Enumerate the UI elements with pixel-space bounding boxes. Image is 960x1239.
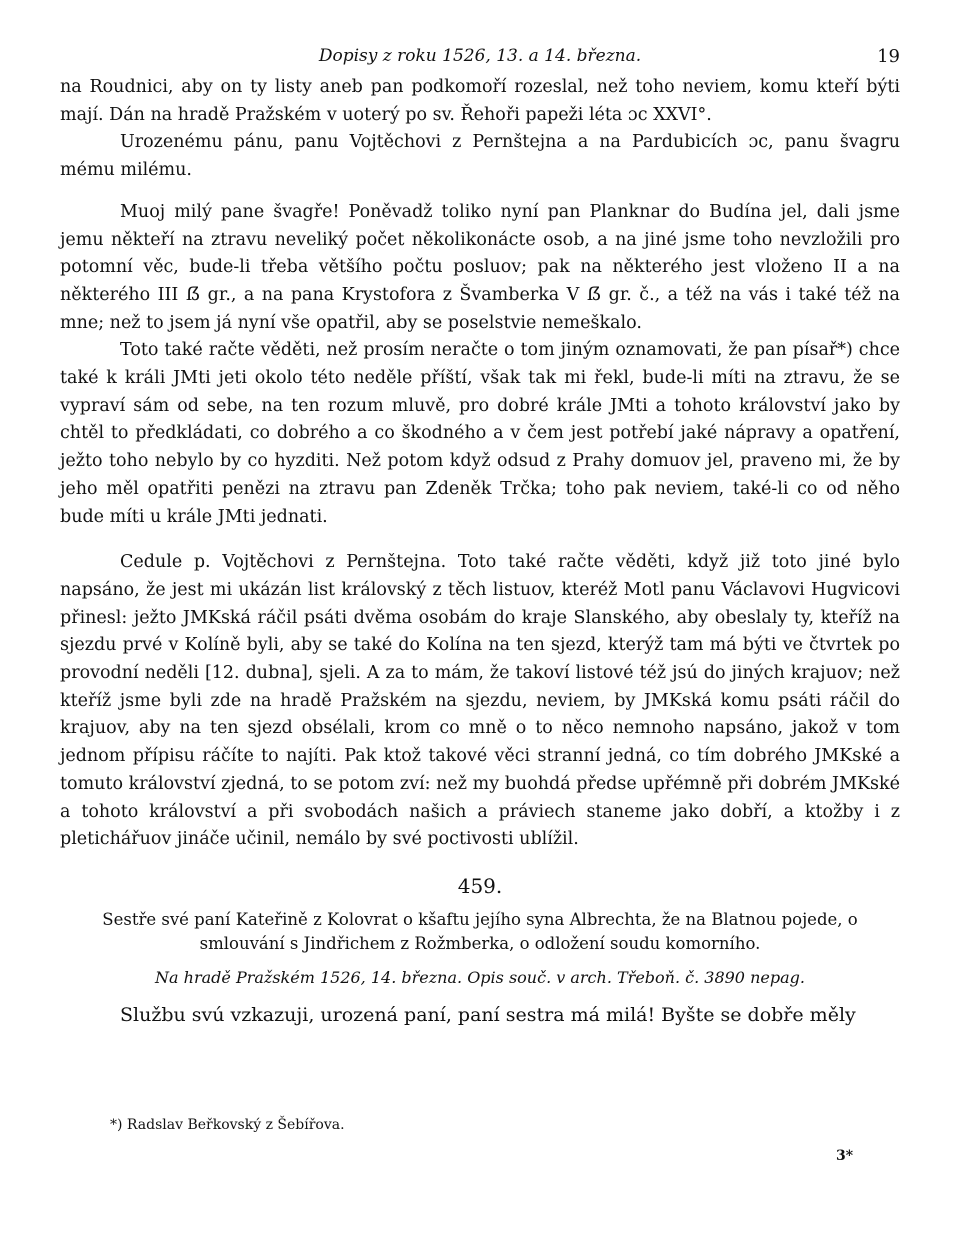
page <box>60 40 900 1048</box>
document-source: Na hradě Pražském 1526, 14. března. Opis souč. v arch. Třeboň. č. 3890 nepag. <box>155 967 805 987</box>
running-title: Dopisy z roku 1526, 13. a 14. března. <box>318 46 642 66</box>
document-regest: Sestře své paní Kateřině z Kolovrat o kšaftu jejího syna Albrechta, že na Blatnou pojede, o smlouvání s Jindřichem z Rožmberka, o odložení soudu komorního. <box>102 909 858 953</box>
letter-text <box>60 74 900 854</box>
paragraph-address: Urozenému pánu, panu Vojtěchovi z Pernštejna a na Pardubicích ɔc, panu švagru mému milému. <box>60 132 900 181</box>
footnote: *) Radslav Beřkovský z Šebířova. <box>110 1117 345 1133</box>
letter-opening: Službu svú vzkazuji, urozená paní, paní sestra má milá! Byšte se dobře měly <box>120 1003 856 1026</box>
running-head <box>60 40 900 74</box>
paragraph-body: Toto také račte věděti, než prosím neračte o tom jiným oznamovati, že pan písař*) chce také k králi JMti jeti okolo této neděle příští, však tak mi řekl, bude-li míti na ztravu, že se vypraví sám od sebe, na ten rozum mluvě, pro dobré krále JMti a tohoto království jako by chtěl to předkládati, co dobrého a co škodného a v čem jest potřebí jaké nápravy a opatření, ježto toho nebylo by co hyzditi. Než potom když odsud z Prahy domuov jel, praveno mi, že by jeho měl opatřiti penězi na ztravu pan Zdeněk Trčka; toho pak neviem, také-li co od něho bude míti u krále JMti jednati. <box>60 340 900 527</box>
paragraph-cedule: Cedule p. Vojtěchovi z Pernštejna. Toto také račte věděti, když již toto jiné bylo napsáno, že jest mi ukázán list královský z těch listuov, kteréž Motl panu Václavovi Hugvicovi přinesl: ježto JMKská ráčil psáti dvěma osobám do kraje Slanského, aby obeslaly ty, kteříž na sjezdu prvé v Kolíně byli, aby se také do Kolína na ten sjezd, kterýž tam má býti ve čtvrtek po provodní neděli [12. dubna], sjeli. A za to mám, že takoví listové též jsú do jiných krajuov; než kteříž jsme byli zde na hradě Pražském na sjezdu, neviem, by JMKská komu psáti ráčil do krajuov, aby na ten sjezd obsélali, krom co mně o to něco nemnoho napsáno, jakož v tom jednom přípisu ráčíte to najíti. Pak ktož takové věci stranní jedná, co tím dobrého JMKské a tomuto království zjedná, to se potom zví: než my buohdá předse upřémně při dobrém JMKské a tohoto království a při svobodách našich a práviech staneme jako dobří, a ktožby i z pletichářuov jináče učinil, nemálo by své poctivosti ublížil. <box>60 552 900 850</box>
signature-mark: 3* <box>836 1148 854 1164</box>
document-number: 459. <box>457 873 503 898</box>
paragraph-continuation: na Roudnici, aby on ty listy aneb pan podkomoří rozeslal, než toho neviem, komu kteří býti mají. Dán na hradě Pražském v uoterý po sv. Řehoři papeži léta ɔc XXVI°. <box>60 77 900 125</box>
page-number: 19 <box>877 46 900 67</box>
paragraph-salutation: Muoj milý pane švagře! Poněvadž toliko nyní pan Planknar do Budína jel, dali jsme jemu někteří na ztravu neveliký počet několikonácte osob, a na jiné jsme toho nevzložili pro potomní věc, bude-li třeba většího počtu posluov; pak na některého jest vloženo II a na některého III ẞ gr., a na pana Krystofora z Švamberka V ẞ gr. č., a též na vás i také též na mne; než to jsem já nyní vše opatřil, aby se poselstvie nemeškalo. <box>60 201 900 333</box>
